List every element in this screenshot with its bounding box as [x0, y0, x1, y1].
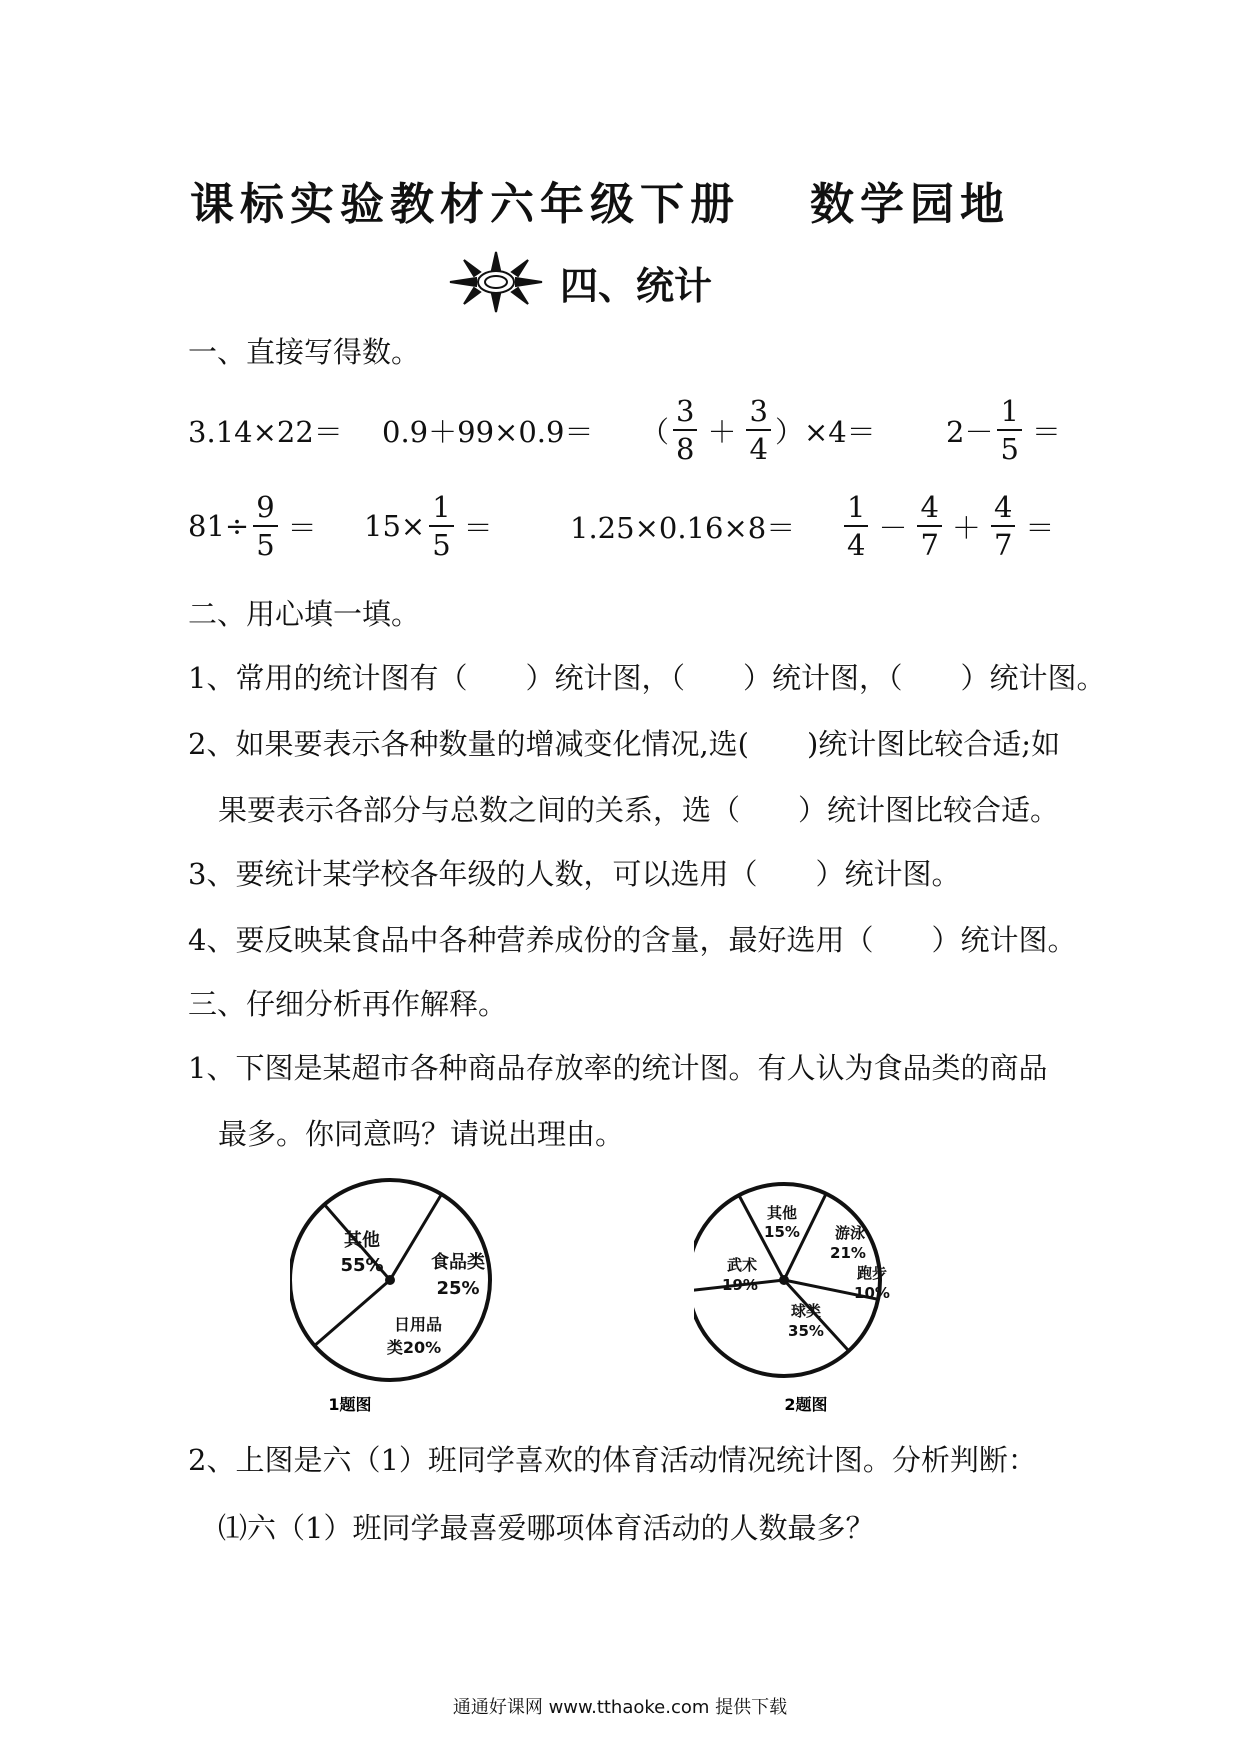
- fraction: $\frac{1}{4}$: [844, 493, 868, 560]
- footer: 通通好课网 www.tthaoke.com 提供下载: [452, 1697, 788, 1718]
- pie2-label-wushu: 武术: [726, 1256, 758, 1274]
- pie2-percent-ball: 35%: [788, 1322, 824, 1340]
- math-row-2-e2: 15× $\frac{1}{5}$ ＝: [364, 489, 493, 562]
- pie1-label-food: 食品类: [431, 1252, 485, 1273]
- math-row-1-e4: 2－ $\frac{1}{5}$ ＝: [946, 393, 1061, 466]
- math-row-2-e3: 1.25×0.16×8＝: [570, 510, 796, 545]
- pie1-label-other: 其他: [344, 1230, 380, 1251]
- fraction: $\frac{1}{5}$: [429, 493, 453, 560]
- fraction: $\frac{1}{5}$: [997, 397, 1021, 464]
- pie2-percent-swim: 21%: [830, 1244, 866, 1262]
- fraction: $\frac{9}{5}$: [253, 493, 277, 560]
- pie2-label-ball: 球类: [790, 1302, 822, 1320]
- sun-icon: [448, 250, 544, 314]
- title-left: 课标实验教材六年级下册: [190, 179, 740, 230]
- section2-heading: 二、用心填一填。: [188, 597, 421, 631]
- fraction: $\frac{3}{8}$: [673, 397, 697, 464]
- subtitle-text: 四、统计: [560, 263, 713, 308]
- pie1-label-daily-line2: 类20%: [386, 1338, 442, 1357]
- question-2-2-line1: 2、如果要表示各种数量的增减变化情况,选( )统计图比较合适;如: [188, 727, 1061, 761]
- pie-chart-1: [290, 1170, 530, 1420]
- page-title: [190, 168, 1010, 232]
- section3-heading: 三、仔细分析再作解释。: [188, 987, 508, 1021]
- pie1-caption: 1题图: [328, 1395, 372, 1414]
- fraction: $\frac{4}{7}$: [991, 493, 1015, 560]
- pie2-percent-wushu: 19%: [722, 1276, 758, 1294]
- pie2-label-run: 跑步: [856, 1264, 888, 1282]
- pie-center-dot: [385, 1275, 395, 1285]
- pie-chart-2: [694, 1170, 924, 1420]
- question-2-4: 4、要反映某食品中各种营养成份的含量，最好选用（ ）统计图。: [188, 923, 1077, 957]
- pie2-percent-other: 15%: [764, 1223, 800, 1241]
- math-row-2-e4: $\frac{1}{4}$ － $\frac{4}{7}$ ＋ $\frac{4}{7}$ ＝: [840, 494, 1060, 558]
- question-2-1: 1、常用的统计图有（ ）统计图，（ ）统计图，（ ）统计图。: [188, 661, 1106, 695]
- question-3-1-line1: 1、下图是某超市各种商品存放率的统计图。有人认为食品类的商品: [188, 1051, 1048, 1085]
- pie-center-dot: [779, 1275, 789, 1285]
- pie2-label-swim: 游泳: [834, 1224, 866, 1242]
- question-3-2: 2、上图是六（1）班同学喜欢的体育活动情况统计图。分析判断：: [188, 1443, 1037, 1477]
- question-3-2-sub1: ⑴六（1）班同学最喜爱哪项体育活动的人数最多？: [218, 1511, 875, 1545]
- pie1-label-daily-line1: 日用品: [393, 1315, 443, 1334]
- math-row-2-e1: 81÷ $\frac{9}{5}$ ＝: [188, 489, 317, 562]
- math-row-1-e3: （ $\frac{3}{8}$ ＋ $\frac{3}{4}$ ）×4＝: [640, 393, 876, 466]
- pie1-percent-food: 25%: [436, 1278, 480, 1299]
- title-right: 数学园地: [810, 179, 1010, 230]
- fraction: $\frac{3}{4}$: [746, 397, 770, 464]
- question-3-1-line2: 最多。你同意吗？请说出理由。: [218, 1117, 625, 1151]
- pie2-caption: 2题图: [784, 1395, 828, 1414]
- section1-heading: 一、直接写得数。: [188, 335, 421, 369]
- question-2-2-line2: 果要表示各部分与总数之间的关系，选（ ）统计图比较合适。: [218, 793, 1060, 827]
- pie2-label-other: 其他: [766, 1204, 798, 1222]
- question-2-3: 3、要统计某学校各年级的人数，可以选用（ ）统计图。: [188, 857, 961, 891]
- math-row-1-e1: 3.14×22＝: [188, 414, 343, 449]
- pie2-percent-run: 10%: [854, 1284, 890, 1302]
- section-subtitle: [448, 250, 712, 314]
- fraction: $\frac{4}{7}$: [917, 493, 941, 560]
- math-row-1-e2: 0.9＋99×0.9＝: [382, 414, 594, 449]
- pie1-percent-other: 55%: [340, 1255, 384, 1276]
